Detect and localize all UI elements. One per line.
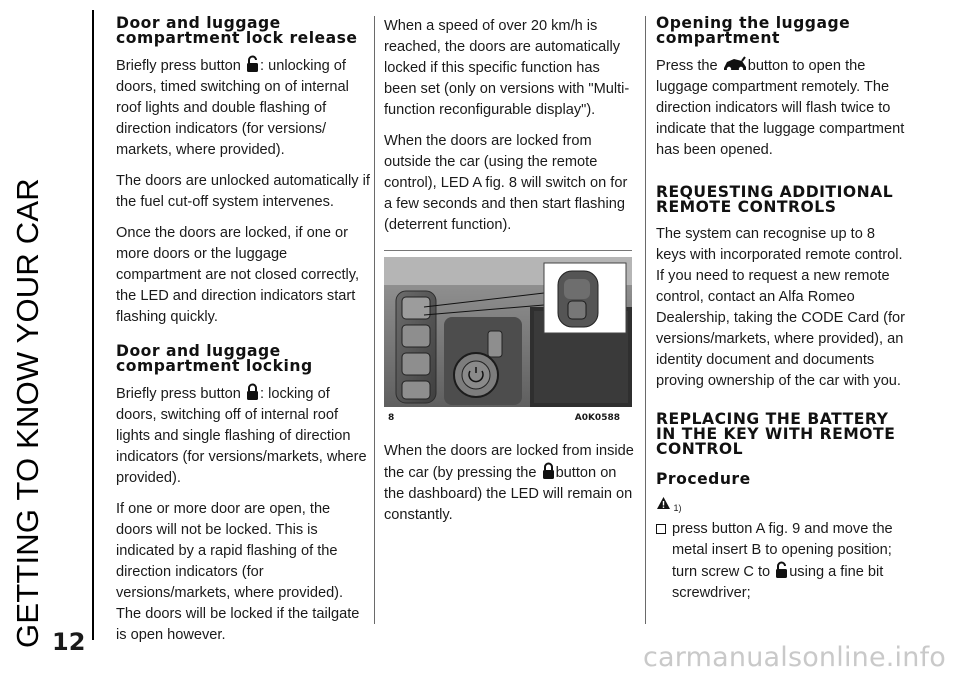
paragraph-additional-remotes: The system can recognise up to 8 keys with incorporated remote control. If you need to request a new remote control, contact an Alfa Romeo Dealership, taking the CODE Card (for versions/markets, where provided), an identity document and documents proving ownership of the car with you. [656, 226, 906, 389]
heading-procedure: Procedure [656, 470, 751, 488]
warning-ref-number: 1) [673, 503, 682, 513]
paragraph-locking [116, 383, 370, 489]
column-3 [656, 16, 906, 614]
column-2 [384, 16, 636, 536]
paragraph-fuel-cutoff: The doors are unlocked automatically if the fuel cut-off system intervenes. [116, 173, 370, 210]
bullet-box-icon [656, 524, 666, 534]
text: press button A fig. 9 and move the metal insert B to opening position; turn screw C to [672, 521, 893, 580]
paragraph-led-inside [384, 441, 636, 526]
lock-open-icon [774, 561, 789, 579]
paragraph-led-outside: When the doors are locked from outside the car (using the remote control), LED A fig. 8 will switch on for a few seconds and then start flashing (deterrent function). [384, 133, 628, 233]
warning-triangle-icon [656, 496, 671, 514]
text: : unlocking of doors, timed switching on of internal roof lights and double flashing of direction indicators (for versions/ markets, where provided). [116, 58, 349, 158]
lock-open-icon [245, 55, 260, 73]
page-number: 12 [52, 628, 86, 656]
paragraph-opening-luggage [656, 55, 906, 161]
heading-additional-remotes: REQUESTING ADDITIONAL REMOTE CONTROLS [656, 183, 894, 216]
heading-locking: Door and luggage compartment locking [116, 342, 313, 375]
text: Press the [656, 58, 722, 74]
side-divider [92, 10, 94, 640]
paragraph-led-warning: Once the doors are locked, if one or more doors or the luggage compartment are not closed correctly, the LED and direction indicators start flashing quickly. [116, 225, 360, 325]
text: Briefly press button [116, 58, 245, 74]
text: button on the dashboard) the LED will remain on constantly. [384, 465, 633, 523]
side-section-title: GETTING TO KNOW YOUR CAR [10, 178, 45, 648]
text: When the doors are locked from inside the car (by pressing the [384, 443, 634, 481]
column-divider-2 [645, 16, 646, 624]
heading-replacing-battery: REPLACING THE BATTERY IN THE KEY WITH REMOTE CONTROL [656, 410, 896, 458]
paragraph-speed-lock: When a speed of over 20 km/h is reached, the doors are automatically locked if this specific function has been set (only on versions with "Multi-function reconfigurable display"). [384, 18, 630, 118]
heading-opening-luggage: Opening the luggage compartment [656, 14, 851, 47]
lock-closed-icon [541, 462, 556, 480]
figure-code: A0K0588 [574, 413, 620, 423]
column-divider-1 [374, 16, 375, 624]
figure-caption [388, 408, 628, 429]
figure-number: 8 [388, 413, 395, 423]
text: using a fine bit screwdriver; [672, 564, 884, 601]
paragraph-doors-open: If one or more door are open, the doors will not be locked. This is indicated by a rapid flashing of the direction indicators (for versions/markets, where provided). The doors will be locked if the tailgate is open however. [116, 501, 360, 643]
text: : locking of doors, switching off of internal roof lights and single flashing of direction indicators (for versions/markets, where provided). [116, 386, 367, 486]
column-1 [116, 16, 370, 656]
watermark: carmanualsonline.info [643, 642, 946, 673]
dashboard-photo [384, 257, 632, 407]
paragraph-unlocking [116, 55, 370, 161]
text: button to open the luggage compartment remotely. The direction indicators will flash twice to indicate that the luggage compartment has been opened. [656, 58, 905, 158]
warning-reference [656, 496, 906, 515]
lock-closed-icon [245, 383, 260, 401]
text: Briefly press button [116, 386, 245, 402]
heading-lock-release: Door and luggage compartment lock release [116, 14, 358, 47]
figure-8 [384, 250, 632, 429]
car-boot-icon [722, 55, 748, 73]
list-item-press-button [656, 519, 906, 604]
